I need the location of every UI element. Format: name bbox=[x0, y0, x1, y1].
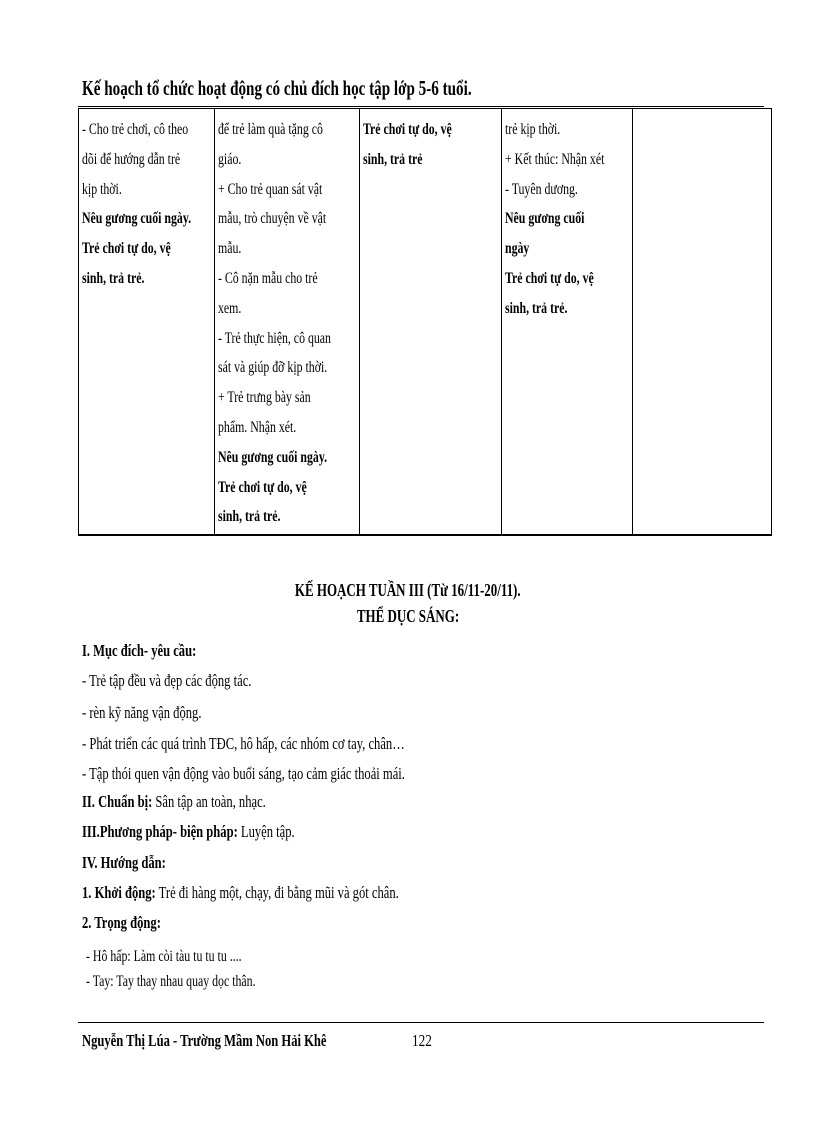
cell-line: sinh, trả trẻ. bbox=[505, 299, 568, 317]
goal-item: - Phát triển các quá trình TĐC, hô hấp, các nhóm cơ tay, chân… bbox=[82, 734, 405, 753]
goal-item: - Trẻ tập đều và đẹp các động tác. bbox=[82, 671, 252, 690]
cell-line: sát và giúp đỡ kịp thời. bbox=[218, 359, 328, 377]
week-plan-title: KẾ HOẠCH TUẦN III (Từ 16/11-20/11). bbox=[295, 580, 521, 600]
cell-line: - Cô nặn mẫu cho trẻ bbox=[218, 269, 318, 287]
cell-line: giáo. bbox=[218, 150, 242, 168]
cell-line: - Tuyên dương. bbox=[505, 180, 578, 198]
warmup-label: 1. Khởi động: bbox=[82, 883, 156, 902]
cell-line: sinh, trả trẻ bbox=[363, 150, 423, 168]
cell-line: Nêu gương cuối ngày. bbox=[82, 210, 192, 228]
preparation-line bbox=[82, 792, 266, 812]
preparation-text: Sân tập an toàn, nhạc. bbox=[152, 792, 266, 811]
footer-author: Nguyễn Thị Lúa - Trường Mầm Non Hải Khê bbox=[82, 1031, 327, 1050]
week-plan-subtitle: THỂ DỤC SÁNG: bbox=[356, 606, 460, 626]
method-label: III.Phương pháp- biện pháp: bbox=[82, 822, 238, 841]
footer-divider bbox=[78, 1022, 764, 1023]
warmup-text: Trẻ đi hàng một, chạy, đi bằng mũi và gót chân. bbox=[155, 883, 399, 902]
main-exercise-item: - Hô hấp: Làm còi tàu tu tu tu .... bbox=[86, 948, 242, 965]
table-cell-col2 bbox=[215, 109, 360, 535]
cell-line: mẫu, trò chuyện về vật bbox=[218, 210, 327, 228]
table-cell-col5 bbox=[633, 109, 772, 535]
cell-line: Trẻ chơi tự do, vệ bbox=[505, 269, 594, 287]
cell-line: sinh, trả trẻ. bbox=[218, 508, 281, 526]
table-cell-col4 bbox=[502, 109, 633, 535]
warmup-line bbox=[82, 883, 399, 903]
cell-line: + Trẻ trưng bày sản bbox=[218, 389, 311, 407]
cell-line: kịp thời. bbox=[82, 180, 122, 198]
page-header-title: Kế hoạch tổ chức hoạt động có chủ đích học tập lớp 5-6 tuổi. bbox=[82, 76, 472, 100]
cell-line: dõi để hướng dẫn trẻ bbox=[82, 150, 181, 168]
guide-heading: IV. Hướng dẫn: bbox=[82, 853, 166, 872]
main-exercise-item: - Tay: Tay thay nhau quay dọc thân. bbox=[86, 973, 256, 990]
cell-line: Trẻ chơi tự do, vệ bbox=[82, 240, 171, 258]
cell-line: trẻ kịp thời. bbox=[505, 121, 561, 138]
goal-item: - Tập thói quen vận động vào buổi sáng, tạo cảm giác thoải mái. bbox=[82, 764, 405, 783]
activity-plan-table bbox=[78, 108, 772, 536]
table-row bbox=[79, 109, 772, 535]
method-line bbox=[82, 822, 295, 842]
cell-line: phẩm. Nhận xét. bbox=[218, 418, 297, 436]
cell-line: - Trẻ thực hiện, cô quan bbox=[218, 329, 331, 347]
cell-line: Trẻ chơi tự do, vệ bbox=[363, 121, 452, 138]
preparation-label: II. Chuẩn bị: bbox=[82, 792, 153, 811]
cell-line: xem. bbox=[218, 299, 242, 317]
method-text: Luyện tập. bbox=[237, 822, 295, 841]
cell-line: sinh, trả trẻ. bbox=[82, 269, 145, 287]
cell-line: - Cho trẻ chơi, cô theo bbox=[82, 121, 189, 138]
cell-line: + Cho trẻ quan sát vật bbox=[218, 180, 323, 198]
footer-page-number: 122 bbox=[412, 1031, 432, 1050]
main-exercise-heading: 2. Trọng động: bbox=[82, 913, 161, 932]
table-cell-col1 bbox=[79, 109, 215, 535]
cell-line: ngày bbox=[505, 240, 530, 258]
cell-line: + Kết thúc: Nhận xét bbox=[505, 150, 605, 168]
goal-item: - rèn kỹ năng vận động. bbox=[82, 703, 202, 722]
table-cell-col3 bbox=[360, 109, 502, 535]
cell-line: để trẻ làm quà tặng cô bbox=[218, 121, 323, 138]
cell-line: mẫu. bbox=[218, 240, 242, 258]
cell-line: Nêu gương cuối ngày. bbox=[218, 448, 328, 466]
cell-line: Nêu gương cuối bbox=[505, 210, 585, 228]
goals-heading: I. Mục đích- yêu cầu: bbox=[82, 641, 197, 660]
header-divider bbox=[78, 106, 764, 107]
cell-line: Trẻ chơi tự do, vệ bbox=[218, 478, 307, 496]
